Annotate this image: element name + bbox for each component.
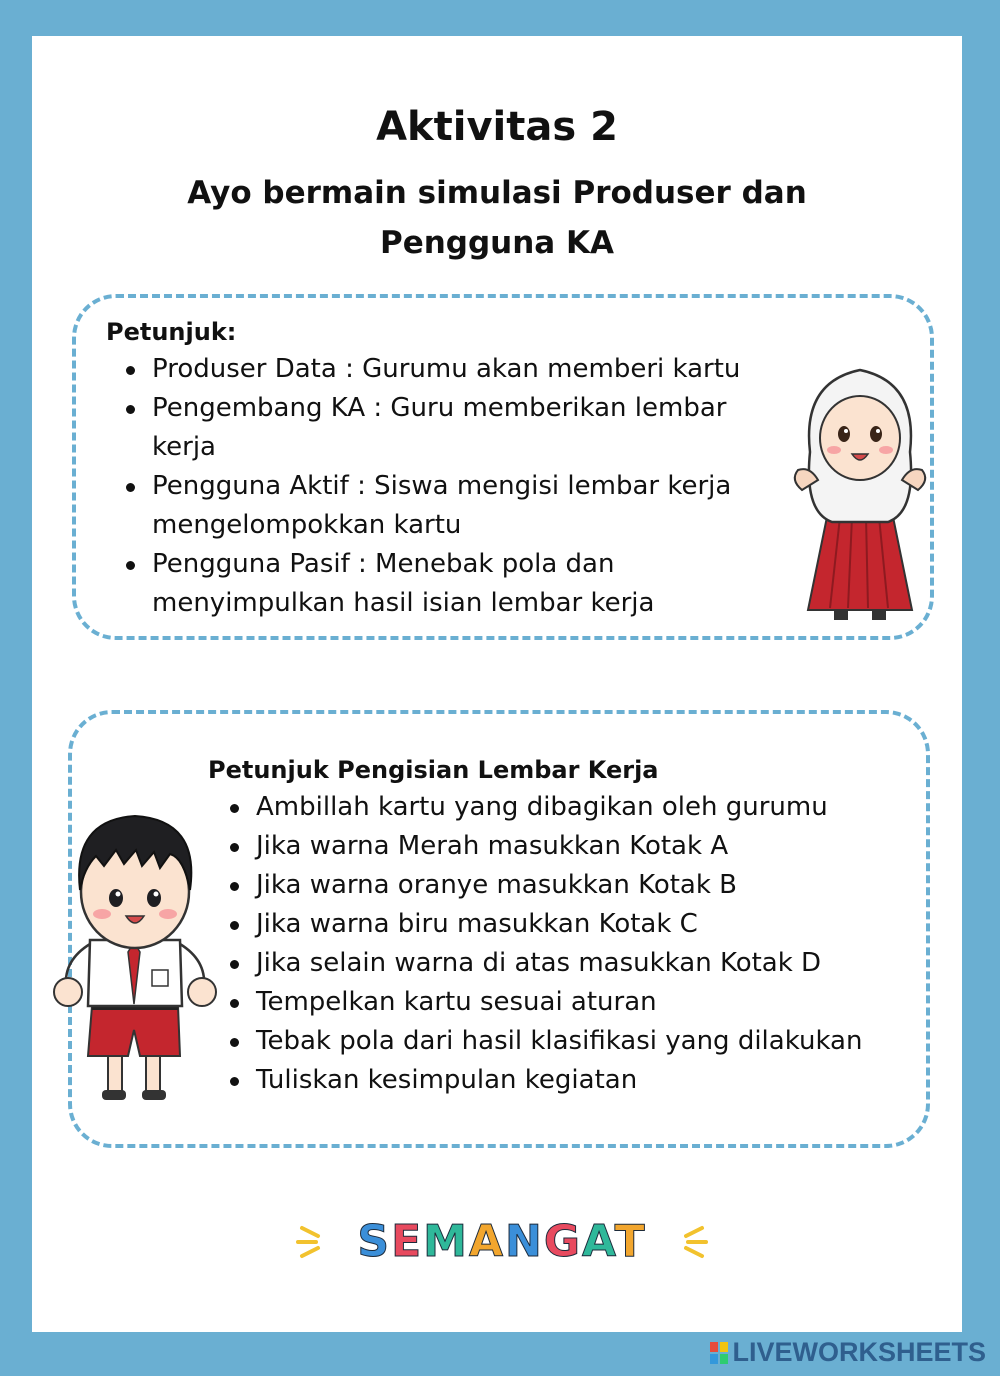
subtitle-line-1: Ayo bermain simulasi Produser dan <box>187 175 807 211</box>
list-item: Jika warna biru masukkan Kotak C <box>228 905 928 944</box>
instructions-list <box>124 350 774 623</box>
list-item: Ambillah kartu yang dibagikan oleh gurumu <box>228 788 928 827</box>
semangat-text: SEMANGAT <box>357 1216 647 1267</box>
liveworksheets-logo <box>710 1337 986 1368</box>
worksheet-list <box>228 788 928 1100</box>
sparkle-left-icon <box>298 1228 318 1256</box>
boy-student-illustration <box>50 780 220 1110</box>
list-item: Jika warna oranye masukkan Kotak B <box>228 866 928 905</box>
list-item: Pengguna Pasif : Menebak pola dan menyimpulkan hasil isian lembar kerja <box>124 545 774 623</box>
list-item: Produser Data : Gurumu akan memberi kartu <box>124 350 774 389</box>
list-item: Pengembang KA : Guru memberikan lembar kerja <box>124 389 774 467</box>
instructions-heading: Petunjuk: <box>106 318 237 346</box>
worksheet-heading: Petunjuk Pengisian Lembar Kerja <box>208 756 659 784</box>
girl-student-illustration <box>788 362 932 624</box>
liveworksheets-mark-icon <box>710 1342 728 1364</box>
list-item: Jika warna Merah masukkan Kotak A <box>228 827 928 866</box>
semangat-banner <box>292 1206 712 1276</box>
list-item: Pengguna Aktif : Siswa mengisi lembar kerja mengelompokkan kartu <box>124 467 774 545</box>
brand-name: LIVEWORKSHEETS <box>732 1337 986 1367</box>
page-subtitle <box>32 168 962 268</box>
list-item: Tebak pola dari hasil klasifikasi yang dilakukan <box>228 1022 928 1061</box>
list-item: Tempelkan kartu sesuai aturan <box>228 983 928 1022</box>
subtitle-line-2: Pengguna KA <box>379 225 615 261</box>
sparkle-right-icon <box>686 1228 706 1256</box>
list-item: Tuliskan kesimpulan kegiatan <box>228 1061 928 1100</box>
list-item: Jika selain warna di atas masukkan Kotak D <box>228 944 928 983</box>
page-title: Aktivitas 2 <box>376 104 618 150</box>
worksheet-page <box>32 36 962 1332</box>
